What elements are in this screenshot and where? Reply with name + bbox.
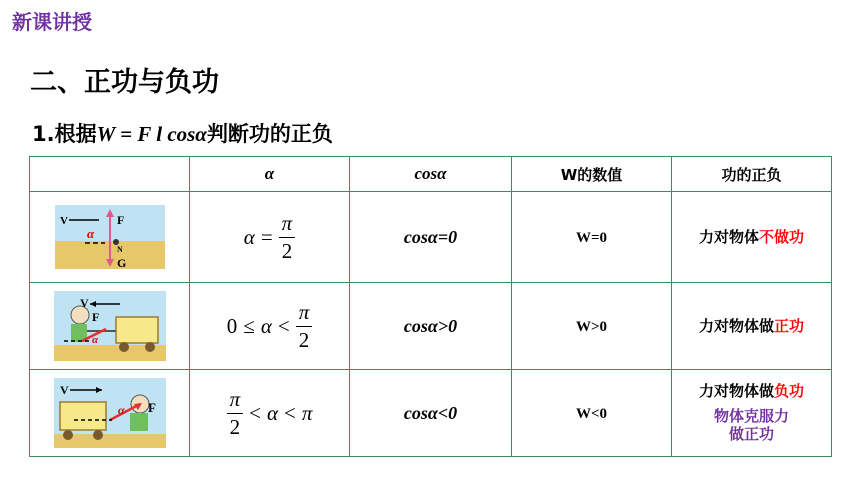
f-label: F xyxy=(91,310,99,324)
diagram-cell xyxy=(30,192,190,283)
header-diagram xyxy=(30,157,190,192)
v-label: V xyxy=(79,296,89,310)
f-label: F xyxy=(147,400,156,415)
no-work-diagram xyxy=(55,205,165,269)
angle-cell xyxy=(190,192,350,283)
f-label: F xyxy=(116,213,124,227)
section-tag: 新课讲授 xyxy=(12,10,92,34)
table-row xyxy=(30,192,832,283)
w-value-cell: W>0 xyxy=(512,283,672,370)
cos-cell: cosα<0 xyxy=(350,370,512,457)
work-sign-table xyxy=(29,156,832,457)
alpha-label: α xyxy=(86,226,94,241)
subtitle-prefix: 1.根据 xyxy=(32,122,97,146)
diagram-cell xyxy=(30,283,190,370)
work-sign-cell: 力对物体做负功 物体克服力 做正功 xyxy=(672,370,832,457)
angle-expression: 0 ≤ α < $\frac{\pi}{2}$ xyxy=(227,301,312,350)
section-title: 二、正功与负功 xyxy=(30,67,219,98)
header-w-value: W的数值 xyxy=(512,157,672,192)
table-header-row xyxy=(30,157,832,192)
overcome-force-note: 物体克服力 xyxy=(713,406,789,425)
g-label: G xyxy=(116,256,126,269)
overcome-force-note-2: 做正功 xyxy=(728,425,774,444)
table-row xyxy=(30,283,832,370)
subtitle xyxy=(32,118,333,148)
alpha-label: α xyxy=(91,334,98,346)
work-sign-cell: 力对物体做正功 xyxy=(672,283,832,370)
w-value-cell: W=0 xyxy=(512,192,672,283)
cos-cell: cosα=0 xyxy=(350,192,512,283)
subtitle-formula: W = F l cosα xyxy=(96,122,207,146)
subtitle-suffix: 判断功的正负 xyxy=(206,122,333,146)
table-row xyxy=(30,370,832,457)
n-label: N xyxy=(116,245,123,254)
work-sign-cell: 力对物体不做功 xyxy=(672,192,832,283)
cos-cell: cosα>0 xyxy=(350,283,512,370)
angle-expression: α = $\frac{\pi}{2}$ xyxy=(244,212,295,261)
v-label: V xyxy=(59,215,68,227)
header-cos: cosα xyxy=(350,157,512,192)
header-alpha: α xyxy=(190,157,350,192)
angle-expression: $\frac{\pi}{2}$ < α < π xyxy=(227,388,313,437)
angle-cell xyxy=(190,283,350,370)
w-value-cell: W<0 xyxy=(512,370,672,457)
positive-work-diagram xyxy=(54,291,166,361)
diagram-cell xyxy=(30,370,190,457)
v-label: V xyxy=(59,383,69,397)
angle-cell xyxy=(190,370,350,457)
header-work-sign: 功的正负 xyxy=(672,157,832,192)
negative-work-diagram xyxy=(54,378,166,448)
alpha-label: α xyxy=(117,403,125,417)
